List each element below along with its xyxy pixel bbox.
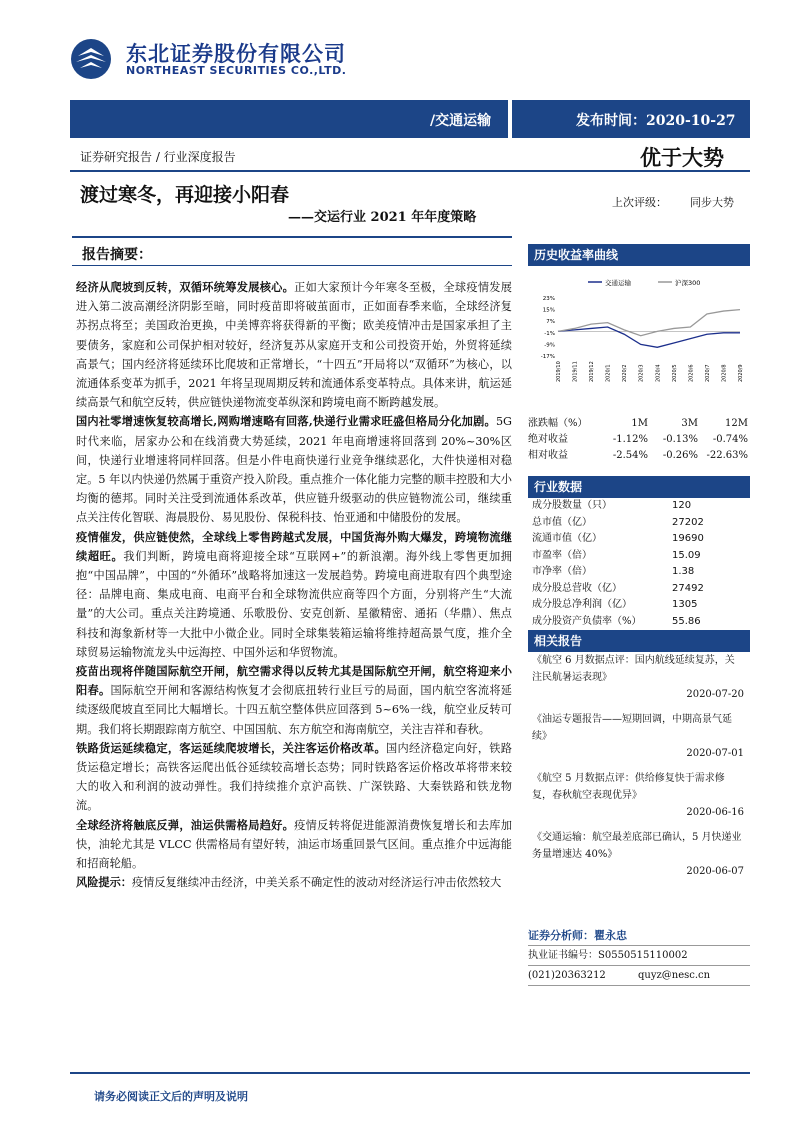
paragraph-text: 我们判断，跨境电商将迎接全球“互联网+”的新浪潮。海外线上零售更加拥抱“中国品牌”，中国的“外循环”战略将加速这一发展趋势。跨境电商进取有四个典型途径：品牌电商、集成电商、电商平台和全球物流供应商等四个方面，分别将产生“大流量”的大公司。重点关注跨境通、乐歌股份、安克创新、星徽精密、通拓（华鼎）、焦点科技和海象新材等一大批中小微企业。同时全球集装箱运输将维持超高景气度，推介全球贸易运输物流龙头中远海控、中国外运和华贸物流。 bbox=[76, 549, 512, 659]
perf-cell: -2.54% bbox=[612, 450, 648, 461]
sector-row bbox=[532, 564, 750, 581]
y-tick-label: 23% bbox=[542, 296, 555, 302]
y-tick-label: -9% bbox=[544, 342, 555, 349]
sector-value: 1305 bbox=[672, 599, 698, 610]
perf-cell: -0.13% bbox=[662, 434, 698, 445]
x-tick-label: 2020/9 bbox=[738, 364, 744, 382]
paragraph-text: 国际航空开闸和客源结构恢复才会彻底扭转行业巨亏的局面，国内航空客流将延续逐级爬坡直至同比大幅增长。十四五航空整体供应回落到 5~6%一线，航空业反转可期。我们将长期跟踪南方航空、中国国航、东方航空和海南航空，关注吉祥和春秋。 bbox=[76, 684, 512, 736]
paragraph bbox=[76, 739, 512, 816]
summary-heading-text: 报告摘要： bbox=[82, 247, 152, 263]
paragraph-lead: 疫情催发，供应链使然，全球线上零售跨越式发展，中国货海外购大爆发，跨境物流继续超旺。 bbox=[76, 529, 512, 563]
perf-header: 12M bbox=[725, 418, 748, 429]
paragraph bbox=[76, 278, 512, 412]
paragraph-lead: 铁路货运延续稳定，客运延续爬坡增长，关注客运价格改革。 bbox=[76, 740, 386, 755]
summary-heading bbox=[72, 236, 512, 266]
sector-row bbox=[532, 614, 750, 631]
header-rule bbox=[70, 170, 750, 172]
report-title[interactable]: 《航空 5 月数据点评：供给修复快于需求修复，春秋航空表现优异》 bbox=[532, 773, 725, 801]
y-tick-label: -17% bbox=[540, 354, 555, 360]
summary-body bbox=[76, 278, 512, 893]
x-tick-label: 2020/5 bbox=[671, 364, 678, 382]
sector-value: 27202 bbox=[672, 516, 704, 528]
x-tick-label: 2020/2 bbox=[622, 364, 629, 382]
performance-table bbox=[528, 416, 750, 464]
sector-row bbox=[532, 597, 750, 614]
sector-value: 15.09 bbox=[672, 549, 701, 561]
report-date: 2020-07-01 bbox=[686, 748, 744, 759]
history-return-chart bbox=[528, 268, 750, 383]
perf-row bbox=[528, 432, 750, 448]
sector-key: 成分股总净利润（亿） bbox=[532, 599, 632, 610]
perf-cell: -0.74% bbox=[712, 434, 748, 445]
analyst-cert: 执业证书编号：S0550515110002 bbox=[528, 946, 750, 966]
analyst-name: 瞿永忠 bbox=[594, 929, 627, 942]
x-tick-label: 2019/11 bbox=[572, 361, 579, 382]
series-line bbox=[558, 327, 740, 347]
perf-header: 1M bbox=[631, 418, 648, 429]
sector-key: 成分股资产负债率（%） bbox=[532, 615, 642, 627]
paragraph-lead: 国内社零增速恢复较高增长,网购增速略有回落,快递行业需求旺盛但格局分化加剧。 bbox=[76, 414, 496, 429]
paragraph-text: 5G 时代来临，居家办公和在线消费大势延续，2021 年电商增速将回落到 20%~30%区间，快递行业增速将同样回落。但是小件电商快递行业竞争继续恶化，大件快递相对稳定。5 年以内快递仍然属于重资产投入阶段。重点推介一体化能力完整的顺丰控股和大小均衡的德邦。同时关注受到流通体系改革，供应链升级驱动的供应链物流公司，继续重点关注传化智联、海晨股份、易见股份、保税科技、怡亚通和中储股份的发展。 bbox=[76, 415, 512, 525]
paragraph-lead: 经济从爬坡到反转，双循环统筹发展核心。 bbox=[76, 280, 295, 294]
related-report-item[interactable] bbox=[532, 829, 744, 880]
analyst-email[interactable]: quyz@nesc.cn bbox=[638, 970, 711, 981]
prev-rating-value: 同步大势 bbox=[690, 196, 734, 209]
analyst-phone: (021)20363212 bbox=[528, 970, 606, 981]
related-report-item[interactable] bbox=[532, 770, 744, 821]
sector-key: 市净率（倍） bbox=[532, 566, 592, 577]
sector-row bbox=[532, 581, 750, 598]
rating: 优于大势 bbox=[640, 145, 724, 170]
report-date: 2020-06-07 bbox=[686, 866, 744, 877]
report-title[interactable]: 《油运专题报告——短期回调，中期高景气延续》 bbox=[532, 714, 732, 742]
paragraph bbox=[76, 662, 512, 739]
perf-header: 涨跌幅（%） bbox=[528, 418, 588, 429]
paragraph bbox=[76, 816, 512, 874]
footer-disclaimer: 请务必阅读正文后的声明及说明 bbox=[94, 1090, 248, 1103]
paragraph-text: 国内经济稳定向好，铁路货运稳定增长；高铁客运爬出低谷延续较高增长态势；同时铁路客运价格改革将带来较大的收入和利润的波动弹性。我们持续推介京沪高铁、广深铁路、大秦铁路和铁龙物流。 bbox=[76, 741, 512, 813]
prev-rating-label: 上次评级： bbox=[612, 196, 667, 209]
x-tick-label: 2020/3 bbox=[638, 364, 645, 382]
sector-value: 55.86 bbox=[672, 615, 701, 627]
perf-cell: 绝对收益 bbox=[528, 434, 568, 445]
y-tick-label: 7% bbox=[546, 319, 555, 326]
sector-key: 流通市值（亿） bbox=[532, 533, 602, 544]
chart-heading: 历史收益率曲线 bbox=[528, 244, 750, 266]
perf-header: 3M bbox=[681, 418, 698, 429]
sector-row bbox=[532, 548, 750, 565]
perf-header-row bbox=[528, 416, 750, 432]
perf-cell: -0.26% bbox=[662, 450, 698, 461]
sector-data-table bbox=[532, 498, 750, 630]
y-tick-label: -1% bbox=[544, 330, 555, 337]
perf-cell: -1.12% bbox=[612, 434, 648, 445]
footer-rule bbox=[70, 1072, 750, 1074]
perf-cell: -22.63% bbox=[706, 450, 748, 461]
report-title[interactable]: 《交通运输：航空最差底部已确认，5 月快递业务量增速达 40%》 bbox=[532, 832, 742, 860]
report-date: 2020-06-16 bbox=[686, 807, 744, 818]
x-tick-label: 2020/8 bbox=[721, 364, 728, 382]
perf-cell: 相对收益 bbox=[528, 450, 568, 461]
x-tick-label: 2019/10 bbox=[556, 361, 562, 382]
y-tick-label: 15% bbox=[542, 307, 555, 314]
paragraph bbox=[76, 412, 512, 527]
paragraph-lead: 全球经济将触底反弹，油运供需格局趋好。 bbox=[76, 817, 295, 832]
publish-date: 发布时间：2020-10-27 bbox=[576, 113, 736, 129]
analyst-label: 证券分析师： bbox=[528, 929, 594, 942]
report-title[interactable]: 《航空 6 月数据点评：国内航线延续复苏，关注民航暑运表现》 bbox=[532, 655, 735, 683]
x-tick-label: 2020/7 bbox=[704, 364, 711, 382]
sector-key: 市盈率（倍） bbox=[532, 549, 592, 561]
paragraph-lead: 风险提示： bbox=[76, 875, 132, 890]
legend-label: 交通运输 bbox=[605, 279, 631, 287]
perf-row bbox=[528, 448, 750, 464]
paragraph-text: 疫情反复继续冲击经济，中美关系不确定性的波动对经济运行冲击依然较大 bbox=[131, 876, 502, 890]
sector-key: 成分股总营收（亿） bbox=[532, 582, 622, 594]
analyst-contact bbox=[528, 966, 750, 986]
report-title: 渡过寒冬，再迎接小阳春 bbox=[80, 184, 290, 206]
series-line bbox=[558, 310, 740, 336]
sector-key: 成分股数量（只） bbox=[532, 500, 612, 511]
sector-row bbox=[532, 531, 750, 548]
x-tick-label: 2019/12 bbox=[589, 361, 596, 382]
sector-label: /交通运输 bbox=[430, 113, 492, 129]
company-name-en: NORTHEAST SECURITIES CO.,LTD. bbox=[126, 64, 347, 77]
sector-value: 19690 bbox=[672, 533, 704, 544]
sector-row bbox=[532, 515, 750, 532]
sector-data-heading: 行业数据 bbox=[528, 476, 750, 498]
related-report-item[interactable] bbox=[532, 711, 744, 762]
paragraph-text: 正如大家预计今年寒冬至极，全球疫情发展进入第二波高潮经济阴影至暗，同时疫苗即将破茧面市，正如面春季来临，全球经济复苏拐点将至；美国政治更换，中美博弈将获得新的平衡；欧美疫情冲击是国家承担了主要债务，家庭和公司保护相对较好，经济复苏从家庭开支和公司投资开始，外贸将延续高景气；国内经济将延续环比爬坡和正常增长，“十四五”开局将以“双循环”为核心，以流通体系变革为抓手，2021 年将呈现周期反转和流通体系变革特点。具体来讲，航运延续高景气和航空反转，供应链快递物流变革纵深和跨境电商不断跨越发展。 bbox=[76, 281, 512, 410]
analyst-row bbox=[528, 926, 750, 946]
legend-label: 沪深300 bbox=[675, 279, 701, 287]
sector-key: 总市值（亿） bbox=[532, 516, 592, 528]
company-name-cn: 东北证券股份有限公司 bbox=[126, 42, 346, 66]
x-tick-label: 2020/1 bbox=[605, 364, 612, 382]
related-reports-list bbox=[532, 652, 744, 888]
breadcrumb: 证券研究报告 / 行业深度报告 bbox=[80, 150, 236, 164]
paragraph-lead: 疫苗出现将伴随国际航空开闸，航空需求得以反转尤其是国际航空开闸，航空将迎来小阳春。 bbox=[76, 664, 512, 698]
sector-row bbox=[532, 498, 750, 515]
analyst-block bbox=[528, 926, 750, 986]
company-logo bbox=[70, 38, 112, 80]
paragraph bbox=[76, 528, 512, 662]
sector-value: 1.38 bbox=[672, 566, 695, 577]
paragraph-text: 疫情反转将促进能源消费恢复增长和去库加快，油轮尤其是 VLCC 供需格局有望好转，油运市场重回景气区间。重点推介中远海能和招商轮船。 bbox=[76, 818, 512, 871]
related-report-item[interactable] bbox=[532, 652, 744, 703]
sector-value: 27492 bbox=[672, 582, 704, 594]
x-tick-label: 2020/4 bbox=[655, 364, 662, 382]
x-tick-label: 2020/6 bbox=[688, 364, 695, 382]
paragraph bbox=[76, 873, 512, 892]
report-subtitle: ——交运行业 2021 年年度策略 bbox=[288, 210, 477, 225]
sector-value: 120 bbox=[672, 500, 692, 511]
related-reports-heading: 相关报告 bbox=[528, 630, 750, 652]
report-date: 2020-07-20 bbox=[686, 689, 744, 700]
